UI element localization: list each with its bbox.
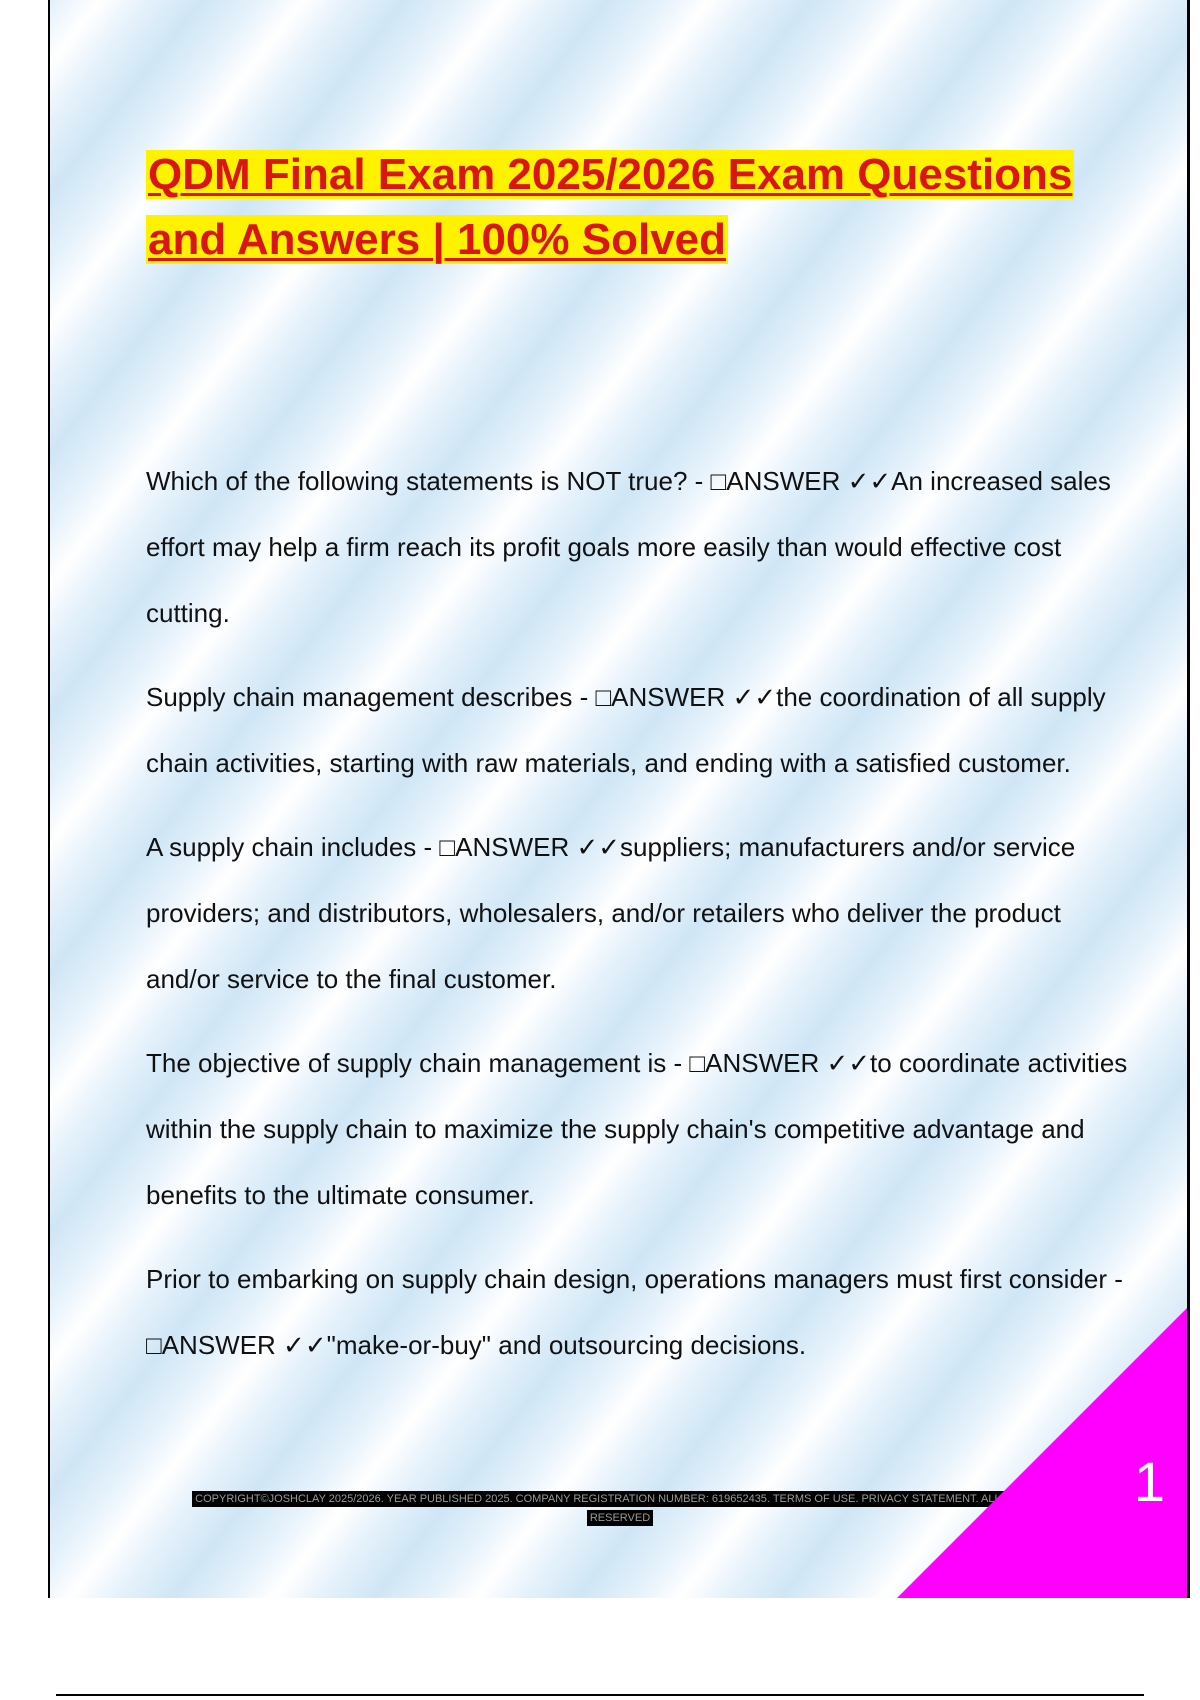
question-text: The objective of supply chain management is [146, 1048, 667, 1078]
page-divider [56, 1694, 1144, 1696]
qa-item [146, 664, 1136, 796]
page-number: 1 [1133, 1450, 1165, 1513]
page-background [48, 0, 1190, 1598]
qa-item [146, 814, 1136, 1012]
document-title: QDM Final Exam 2025/2026 Exam Questions and Answers | 100% Solved [148, 150, 1073, 264]
separator: - [572, 682, 596, 712]
copyright-notice: COPYRIGHT©JOSHCLAY 2025/2026. YEAR PUBLISHED 2025. COMPANY REGISTRATION NUMBER: 619652435. TERMS OF USE. PRIVACY STATEMENT. ALL RIGHTS RESERVED [180, 1490, 1060, 1528]
separator: - [666, 1048, 690, 1078]
question-text: Supply chain management describes [146, 682, 573, 712]
answer-text: to coordinate activities within the supply chain to maximize the supply chain's competitive advantage and benefits to the ultimate consumer. [146, 1048, 1128, 1210]
question-text: A supply chain includes [146, 832, 417, 862]
separator: - [1107, 1264, 1123, 1294]
answer-marker: □ANSWER ✓✓ [710, 466, 892, 496]
question-text: Which of the following statements is NOT true? [146, 466, 688, 496]
answer-text: the coordination of all supply chain activities, starting with raw materials, and ending with a satisfied customer. [146, 682, 1106, 778]
answer-text: An increased sales effort may help a firm reach its profit goals more easily than would effective cost cutting. [146, 466, 1111, 628]
qa-item [146, 448, 1136, 646]
qa-list [146, 448, 1136, 1396]
answer-text: "make-or-buy" and outsourcing decisions. [326, 1330, 807, 1360]
answer-marker: □ANSWER ✓✓ [146, 1330, 327, 1360]
separator: - [687, 466, 711, 496]
separator: - [416, 832, 440, 862]
answer-marker: □ANSWER ✓✓ [439, 832, 621, 862]
answer-text: suppliers; manufacturers and/or service providers; and distributors, wholesalers, and/or retailers who deliver the product and/or service to the final customer. [146, 832, 1076, 994]
question-text: Prior to embarking on supply chain design, operations managers must first consider [146, 1264, 1108, 1294]
qa-item [146, 1030, 1136, 1228]
answer-marker: □ANSWER ✓✓ [595, 682, 777, 712]
answer-marker: □ANSWER ✓✓ [689, 1048, 871, 1078]
